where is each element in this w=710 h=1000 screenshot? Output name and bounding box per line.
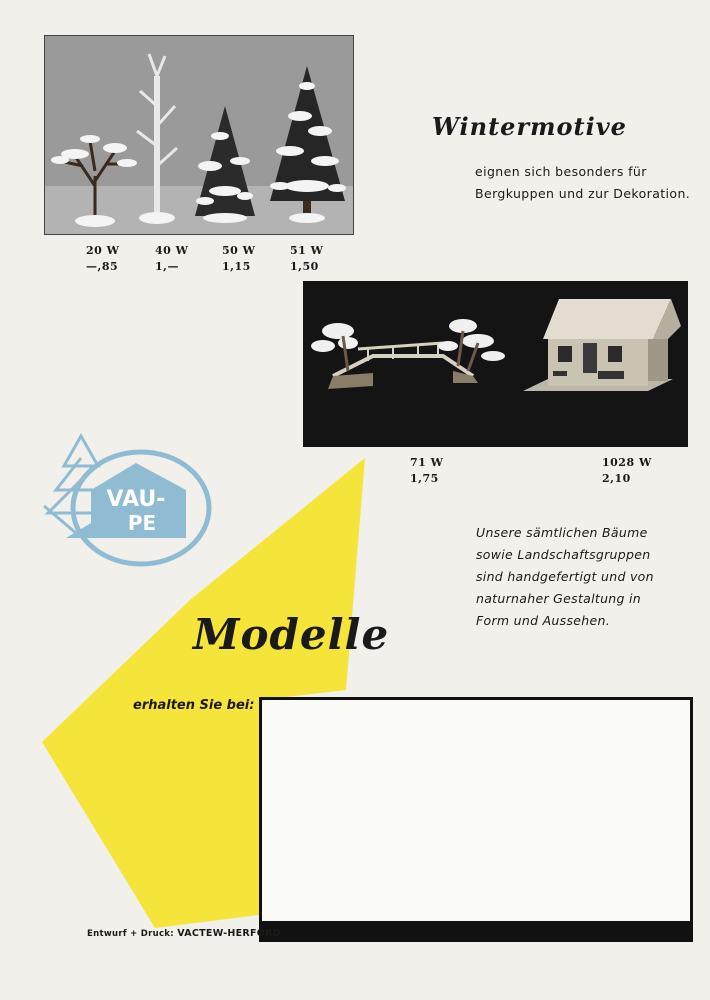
info-line: sind handgefertigt und von (476, 569, 654, 584)
info-line: naturnaher Gestaltung in (476, 591, 642, 606)
print-credit (87, 928, 281, 939)
trees-photo (44, 35, 354, 235)
info-line: Unsere sämtlichen Bäume (476, 525, 648, 540)
price-item-51w (290, 243, 324, 275)
info-line: Form und Aussehen. (476, 613, 610, 628)
product-price: 1,50 (290, 260, 319, 273)
price-item-71w (410, 455, 444, 487)
product-code: 20 W (86, 244, 120, 257)
product-code: 50 W (222, 244, 256, 257)
price-item-1028w (602, 455, 652, 487)
product-code: 1028 W (602, 456, 652, 469)
product-price: 1,15 (222, 260, 251, 273)
product-price: 1,— (155, 260, 179, 273)
price-item-20w (86, 243, 120, 275)
product-code: 40 W (155, 244, 189, 257)
price-item-40w (155, 243, 189, 275)
logo-text-line1: VAU- (106, 487, 166, 512)
handmade-info-text (476, 522, 654, 632)
available-at-label: erhalten Sie bei: (133, 698, 255, 713)
product-price: 2,10 (602, 472, 631, 485)
credit-prefix: Entwurf + Druck: (87, 929, 174, 939)
description-line: eignen sich besonders für (475, 164, 647, 179)
credit-name: VACTEW-HERFORD (177, 928, 281, 939)
dealer-stamp-box (259, 697, 693, 942)
product-price: —,85 (86, 260, 119, 273)
wintermotive-description (475, 161, 690, 205)
description-line: Bergkuppen und zur Dekoration. (475, 186, 691, 201)
product-code: 51 W (290, 244, 324, 257)
info-line: sowie Landschaftsgruppen (476, 547, 651, 562)
modelle-heading: Modelle (193, 610, 390, 659)
logo-text-line2: PE (127, 511, 157, 535)
price-item-50w (222, 243, 256, 275)
product-price: 1,75 (410, 472, 439, 485)
bridge-and-house-photo (303, 281, 688, 447)
wintermotive-heading: Wintermotive (432, 112, 627, 141)
vaupe-logo (36, 428, 216, 573)
dealer-box-bottom-bar (262, 921, 690, 939)
product-code: 71 W (410, 456, 444, 469)
